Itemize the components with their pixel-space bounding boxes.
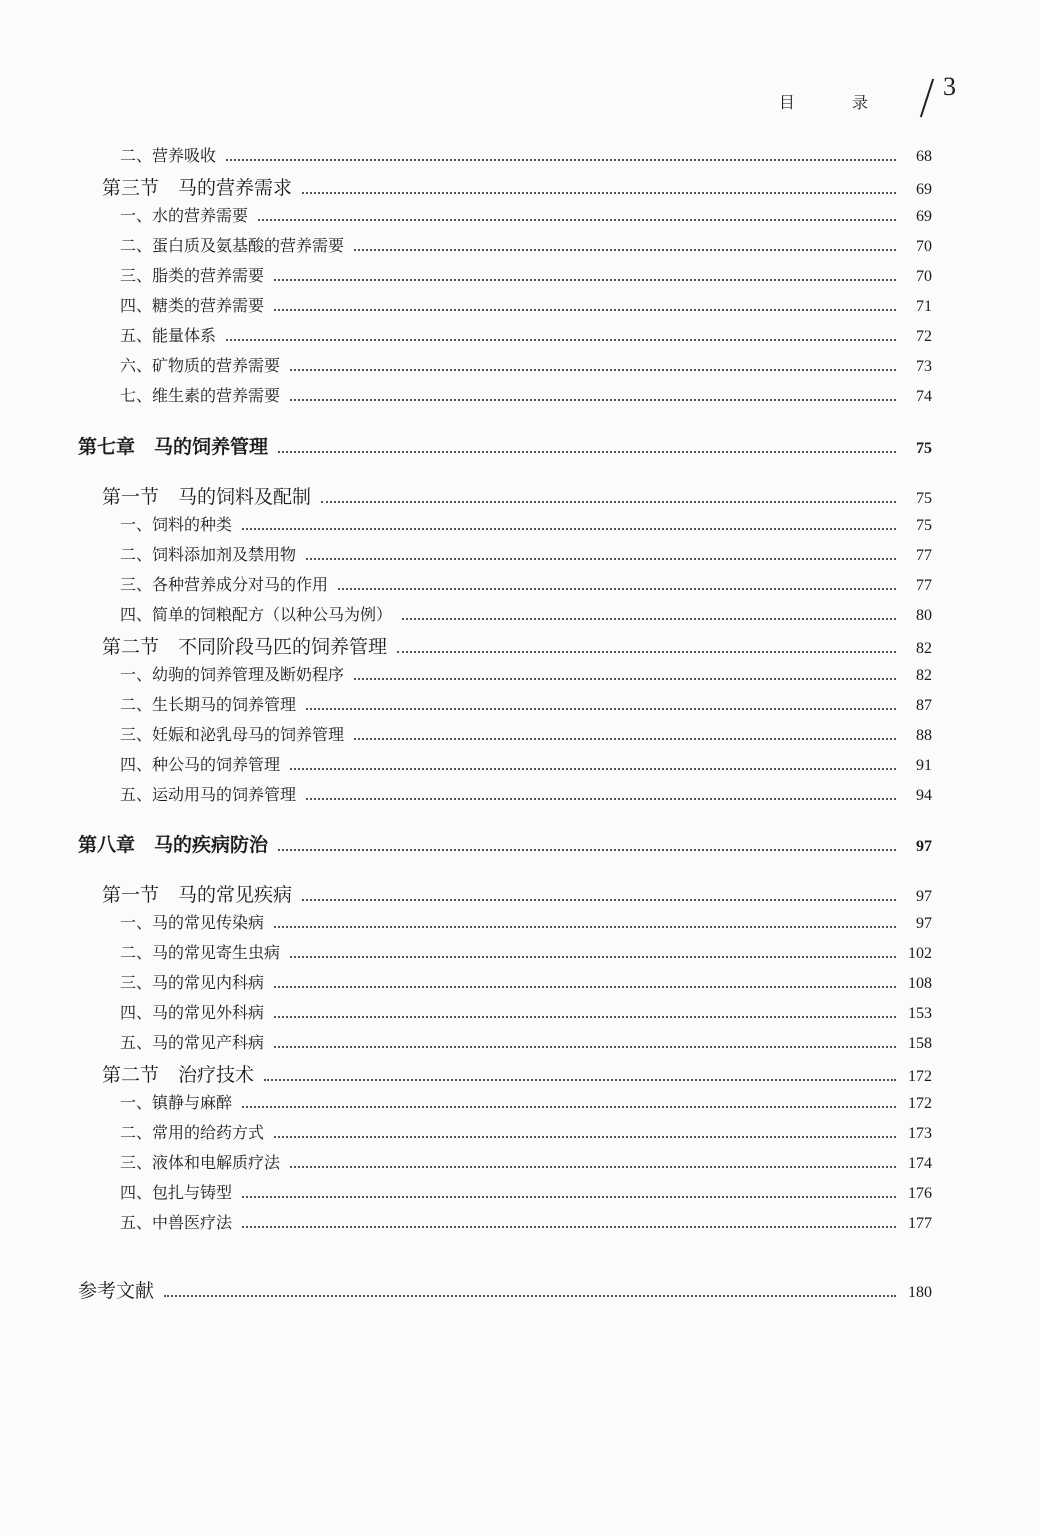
toc-entry-page: 153 <box>908 1005 932 1022</box>
dot-leader <box>264 1079 896 1081</box>
dot-leader <box>164 1295 896 1297</box>
dot-leader <box>274 279 896 281</box>
toc-entry-title: 第二节 治疗技术 <box>102 1064 255 1086</box>
toc-entry-title: 四、简单的饲粮配方（以种公马为例） <box>120 605 393 624</box>
dot-leader <box>274 1046 896 1048</box>
toc-entry-title: 二、马的常见寄生虫病 <box>120 943 281 962</box>
toc-entry[interactable] <box>120 782 932 805</box>
toc-entry-title: 三、马的常见内科病 <box>120 973 265 992</box>
toc-entry-title: 第二节 不同阶段马匹的饲养管理 <box>102 636 388 658</box>
toc-entry-title: 二、生长期马的饲养管理 <box>120 695 297 714</box>
dot-leader <box>402 618 896 620</box>
toc-entry-title: 四、糖类的营养需要 <box>120 296 265 315</box>
toc-entry-page: 176 <box>908 1185 932 1202</box>
toc-entry-page: 72 <box>916 328 932 345</box>
toc-entry-page: 71 <box>916 298 932 315</box>
toc-entry-title: 七、维生素的营养需要 <box>120 386 281 405</box>
dot-leader <box>302 899 896 901</box>
toc-entry[interactable] <box>120 233 932 256</box>
toc-entry[interactable] <box>120 1000 932 1023</box>
divider <box>920 79 934 118</box>
toc-entry-title: 五、能量体系 <box>120 326 217 345</box>
toc-entry[interactable] <box>120 910 932 933</box>
toc-entry-title: 参考文献 <box>78 1280 155 1302</box>
toc-entry-title: 二、饲料添加剂及禁用物 <box>120 545 297 564</box>
toc-entry-page: 68 <box>916 148 932 165</box>
toc-entry[interactable] <box>120 383 932 406</box>
dot-leader <box>242 1226 896 1228</box>
dot-leader <box>354 249 896 251</box>
toc-entry-page: 94 <box>916 787 932 804</box>
toc-entry-page: 174 <box>908 1155 932 1172</box>
toc-entry-page: 180 <box>908 1284 932 1301</box>
toc-entry-title: 一、水的营养需要 <box>120 206 249 225</box>
toc-entry-page: 74 <box>916 388 932 405</box>
dot-leader <box>226 159 896 161</box>
toc-entry-title: 第七章 马的饲养管理 <box>78 436 269 458</box>
toc-entry-title: 五、中兽医疗法 <box>120 1213 233 1232</box>
toc-entry[interactable] <box>102 482 932 509</box>
toc-entry-title: 第一节 马的常见疾病 <box>102 884 293 906</box>
toc-references[interactable] <box>78 1276 932 1303</box>
toc-entry-title: 四、马的常见外科病 <box>120 1003 265 1022</box>
dot-leader <box>290 956 896 958</box>
toc-entry-title: 五、运动用马的饲养管理 <box>120 785 297 804</box>
toc-entry-page: 87 <box>916 697 932 714</box>
toc-entry-page: 158 <box>908 1035 932 1052</box>
toc-entry[interactable] <box>120 293 932 316</box>
toc-entry-title: 四、包扎与铸型 <box>120 1183 233 1202</box>
toc-entry[interactable] <box>102 880 932 907</box>
toc-chapter[interactable] <box>78 830 932 857</box>
toc-entry-page: 97 <box>916 915 932 932</box>
toc-entry-title: 五、马的常见产科病 <box>120 1033 265 1052</box>
dot-leader <box>274 1136 896 1138</box>
toc-entry-title: 第八章 马的疾病防治 <box>78 834 269 856</box>
section-label: 目 录 <box>778 93 894 112</box>
dot-leader <box>338 588 896 590</box>
toc-entry-page: 108 <box>908 975 932 992</box>
toc-entry-page: 82 <box>916 640 932 657</box>
dot-leader <box>274 926 896 928</box>
toc-entry[interactable] <box>120 662 932 685</box>
toc-entry-title: 六、矿物质的营养需要 <box>120 356 281 375</box>
toc-entry-title: 二、常用的给药方式 <box>120 1123 265 1142</box>
toc-entry-page: 80 <box>916 607 932 624</box>
toc-entry-page: 88 <box>916 727 932 744</box>
toc-entry-page: 75 <box>916 490 932 507</box>
toc-entry-page: 97 <box>916 888 932 905</box>
dot-leader <box>354 678 896 680</box>
dot-leader <box>258 219 896 221</box>
dot-leader <box>354 738 896 740</box>
dot-leader <box>397 651 896 653</box>
toc-entry-page: 172 <box>908 1068 932 1085</box>
dot-leader <box>290 768 896 770</box>
toc-entry-page: 82 <box>916 667 932 684</box>
toc-entry-title: 一、饲料的种类 <box>120 515 233 534</box>
toc-entry-page: 70 <box>916 238 932 255</box>
dot-leader <box>290 399 896 401</box>
toc-entry[interactable] <box>120 752 932 775</box>
toc-entry-title: 二、蛋白质及氨基酸的营养需要 <box>120 236 345 255</box>
toc-entry[interactable] <box>120 542 932 565</box>
dot-leader <box>290 369 896 371</box>
toc-entry-page: 69 <box>916 181 932 198</box>
dot-leader <box>274 1016 896 1018</box>
toc-entry-page: 172 <box>908 1095 932 1112</box>
toc-entry-page: 173 <box>908 1125 932 1142</box>
toc-entry-page: 97 <box>916 838 932 855</box>
dot-leader <box>242 1106 896 1108</box>
toc-entry-page: 102 <box>908 945 932 962</box>
toc-entry-page: 75 <box>916 440 932 457</box>
dot-leader <box>242 1196 896 1198</box>
toc-entry-page: 177 <box>908 1215 932 1232</box>
toc-chapter[interactable] <box>78 432 932 459</box>
toc-entry-title: 四、种公马的饲养管理 <box>120 755 281 774</box>
toc-entry[interactable] <box>120 970 932 993</box>
dot-leader <box>278 451 896 453</box>
dot-leader <box>274 986 896 988</box>
dot-leader <box>306 558 896 560</box>
toc-entry[interactable] <box>120 263 932 286</box>
toc-entry[interactable] <box>120 1150 932 1173</box>
dot-leader <box>321 501 896 503</box>
toc-entry-title: 三、各种营养成分对马的作用 <box>120 575 329 594</box>
toc-entry-title: 三、脂类的营养需要 <box>120 266 265 285</box>
dot-leader <box>306 708 896 710</box>
toc-entry[interactable] <box>120 512 932 535</box>
toc-entry[interactable] <box>120 692 932 715</box>
toc-entry-title: 第一节 马的饲料及配制 <box>102 486 312 508</box>
toc-entry-page: 70 <box>916 268 932 285</box>
toc-entry-title: 一、幼驹的饲养管理及断奶程序 <box>120 665 345 684</box>
dot-leader <box>274 309 896 311</box>
toc-entry-page: 77 <box>916 577 932 594</box>
toc-entry-page: 77 <box>916 547 932 564</box>
dot-leader <box>278 849 896 851</box>
toc-entry[interactable] <box>120 1030 932 1053</box>
toc-entry[interactable] <box>120 940 932 963</box>
toc-entry[interactable] <box>102 173 932 200</box>
toc-entry[interactable] <box>120 1120 932 1143</box>
toc-entry-title: 一、马的常见传染病 <box>120 913 265 932</box>
dot-leader <box>226 339 896 341</box>
toc-entry-page: 69 <box>916 208 932 225</box>
toc-entry[interactable] <box>102 632 932 659</box>
toc-entry-title: 二、营养吸收 <box>120 146 217 165</box>
dot-leader <box>306 798 896 800</box>
toc-entry-title: 三、液体和电解质疗法 <box>120 1153 281 1172</box>
toc-entry[interactable] <box>120 143 932 166</box>
toc-entry-title: 一、镇静与麻醉 <box>120 1093 233 1112</box>
toc-entry-title: 三、妊娠和泌乳母马的饲养管理 <box>120 725 345 744</box>
toc-entry[interactable] <box>120 1090 932 1113</box>
toc-entry[interactable] <box>120 203 932 226</box>
toc-entry[interactable] <box>102 1060 932 1087</box>
toc-entry[interactable] <box>120 353 932 376</box>
toc-entry-page: 75 <box>916 517 932 534</box>
toc-entry[interactable] <box>120 323 932 346</box>
toc-entry[interactable] <box>120 572 932 595</box>
page-number: 3 <box>943 72 956 101</box>
toc-entry[interactable] <box>120 1210 932 1233</box>
toc-entry-page: 91 <box>916 757 932 774</box>
toc-entry[interactable] <box>120 722 932 745</box>
toc-entry[interactable] <box>120 1180 932 1203</box>
toc-entry-title: 第三节 马的营养需求 <box>102 177 293 199</box>
toc-entry-page: 73 <box>916 358 932 375</box>
toc-entry[interactable] <box>120 602 932 625</box>
dot-leader <box>302 192 896 194</box>
dot-leader <box>290 1166 896 1168</box>
dot-leader <box>242 528 896 530</box>
